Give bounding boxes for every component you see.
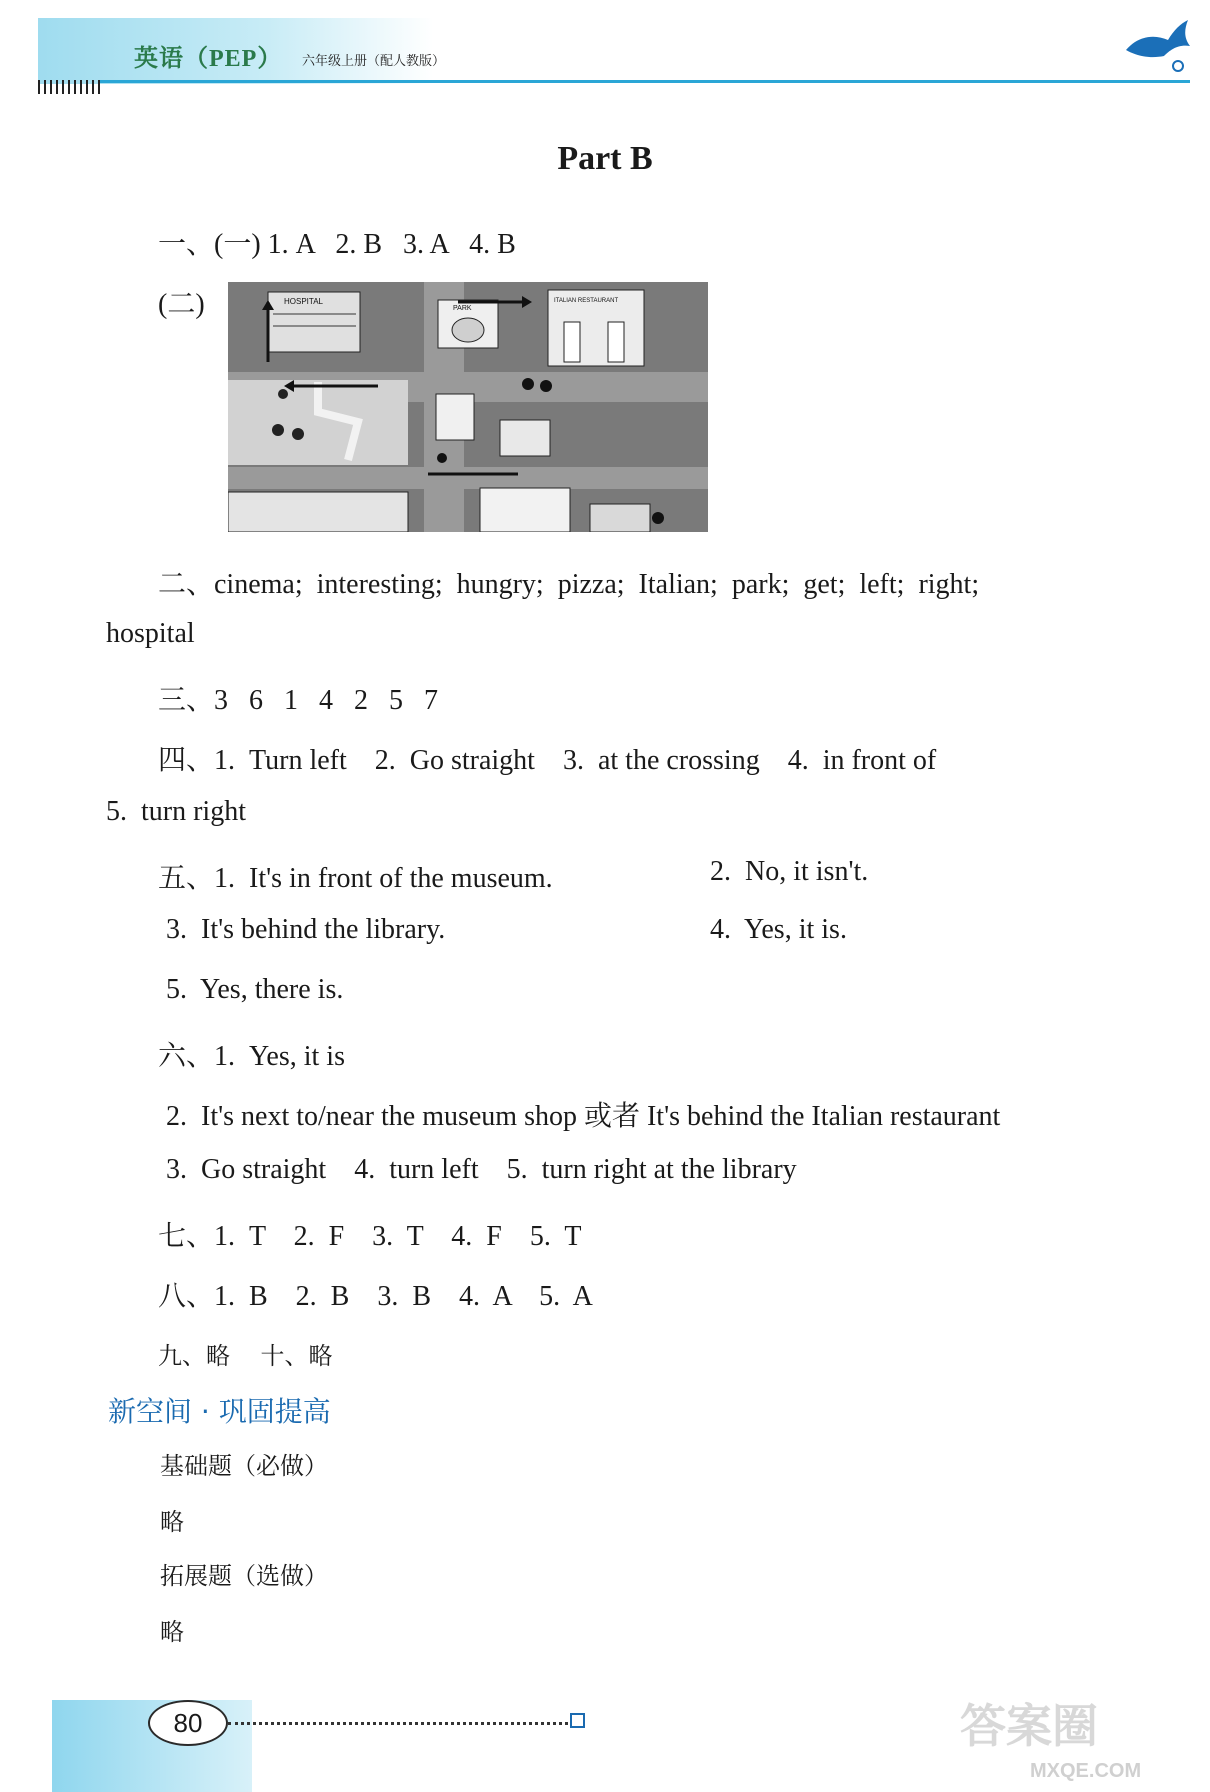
footer-square-icon	[570, 1713, 585, 1728]
answer-line-2-cont: hospital	[106, 618, 195, 649]
map-restaurant-label: ITALIAN RESTAURANT	[554, 298, 619, 304]
street-map-image	[228, 282, 708, 532]
answer-line-7: 七、1. T 2. F 3. T 4. F 5. T	[158, 1221, 582, 1252]
dolphin-logo-icon	[1120, 16, 1194, 76]
answer-line-4-cont: 5. turn right	[106, 796, 246, 827]
book-subtitle: 六年级上册（配人教版）	[302, 53, 446, 68]
answer-line-5-2: 2. No, it isn't.	[710, 856, 869, 887]
answer-line-8: 八、1. B 2. B 3. B 4. A 5. A	[158, 1281, 593, 1312]
header-ticks	[38, 80, 102, 94]
header-rule	[100, 80, 1190, 83]
answer-line-9: 九、略 十、略	[158, 1342, 333, 1370]
answer-line-5-4: 4. Yes, it is.	[710, 914, 847, 945]
book-title: 英语（PEP）	[134, 46, 283, 72]
answer-line-4: 四、1. Turn left 2. Go straight 3. at the crossing 4. in front of	[158, 745, 937, 776]
part-title: Part B	[557, 140, 653, 177]
answer-line-6-3: 3. Go straight 4. turn left 5. turn right at the library	[166, 1154, 797, 1185]
page-number: 80	[148, 1700, 228, 1746]
answer-line-5-1: 五、1. It's in front of the museum.	[158, 863, 553, 894]
answer-line-6-1: 六、1. Yes, it is	[158, 1041, 345, 1072]
watermark-url: MXQE.COM	[1030, 1760, 1142, 1782]
extension-label: 拓展题（选做）	[160, 1562, 328, 1590]
watermark: 答案圈	[960, 1699, 1098, 1753]
answer-line-1: 一、(一) 1. A 2. B 3. A 4. B	[158, 229, 516, 260]
basic-answer: 略	[160, 1508, 184, 1536]
answer-line-5-5: 5. Yes, there is.	[166, 974, 344, 1005]
basic-label: 基础题（必做）	[160, 1452, 328, 1480]
extension-answer: 略	[160, 1618, 184, 1646]
map-hospital-label: HOSPITAL	[284, 297, 323, 306]
answer-line-1-part2: (二)	[158, 289, 205, 320]
map-park-label: PARK	[453, 305, 472, 312]
answer-line-3: 三、3 6 1 4 2 5 7	[158, 685, 439, 716]
answer-line-6-2: 2. It's next to/near the museum shop 或者 It's behind the Italian restaurant	[166, 1101, 1001, 1132]
section-heading: 新空间 · 巩固提高	[108, 1395, 331, 1428]
footer-dotted-rule	[228, 1722, 568, 1725]
answer-line-2: 二、cinema; interesting; hungry; pizza; Italian; park; get; left; right;	[158, 569, 980, 600]
answer-line-5-3: 3. It's behind the library.	[166, 914, 446, 945]
